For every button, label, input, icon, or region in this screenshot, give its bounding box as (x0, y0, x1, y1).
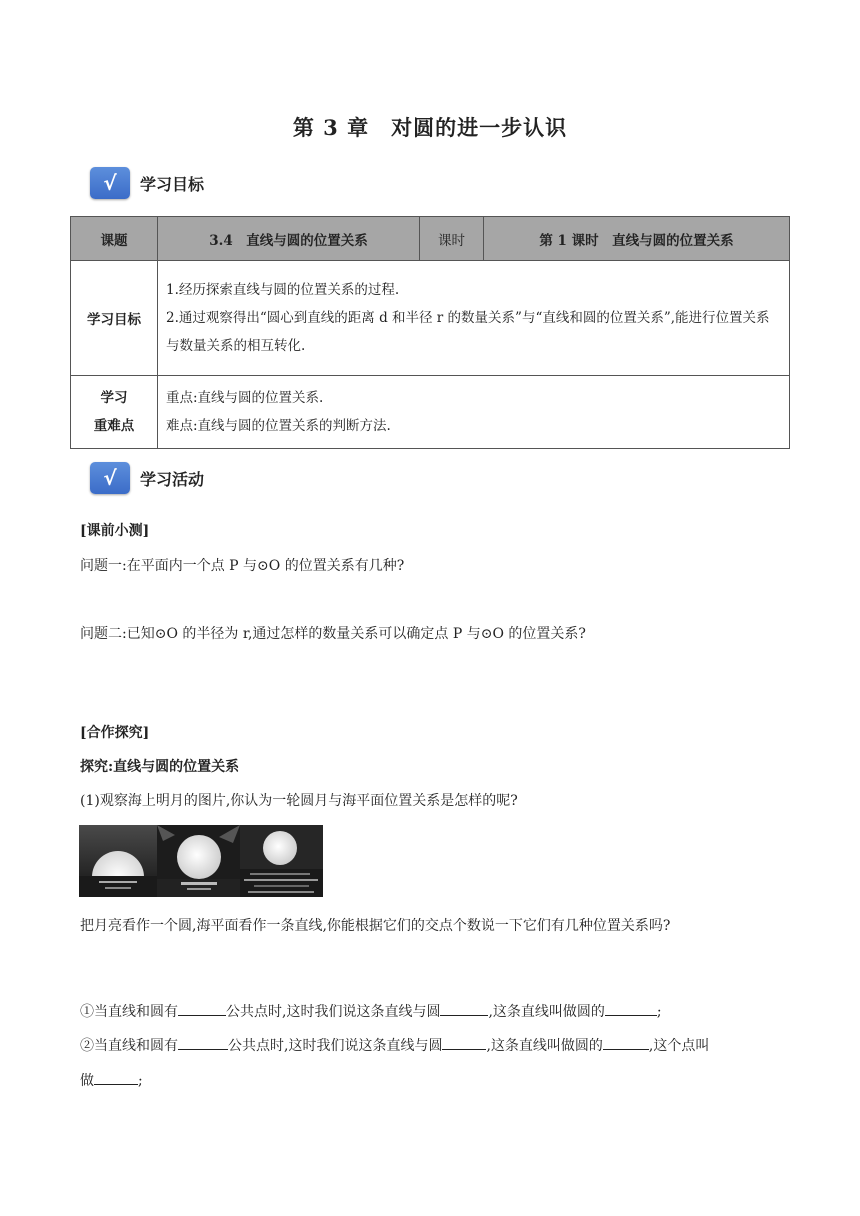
table-row (71, 376, 790, 449)
moon-setting-image (79, 825, 157, 897)
question-1: 问题一:在平面内一个点 P 与⊙O 的位置关系有几种? (80, 558, 405, 574)
topic-value: 3.4 直线与圆的位置关系 (158, 217, 420, 261)
topic-label: 课题 (71, 217, 158, 261)
explore-heading: [合作探究] (80, 725, 150, 741)
fill-text: 公共点时,这时我们说这条直线与圆 (228, 1038, 443, 1054)
fill-in-line-2 (80, 1035, 709, 1055)
fill-text: ,这条直线叫做圆的 (488, 1004, 605, 1020)
keypoints-label-line: 重难点 (93, 418, 135, 434)
moon-sea-image (240, 825, 323, 897)
page-title: 第 3 章 对圆的进一步认识 (292, 115, 568, 140)
explore-paragraph-1: (1)观察海上明月的图片,你认为一轮圆月与海平面位置关系是怎样的呢? (80, 793, 518, 809)
table-row (71, 261, 790, 376)
period-label: 课时 (420, 217, 484, 261)
period-value: 第 1 课时 直线与圆的位置关系 (484, 217, 790, 261)
fill-in-line-3 (80, 1070, 143, 1090)
fill-text: 公共点时,这时我们说这条直线与圆 (226, 1004, 441, 1020)
section-header-goals (90, 166, 204, 200)
answer-blank[interactable] (94, 1070, 138, 1085)
fill-text: ,这条直线叫做圆的 (486, 1038, 603, 1054)
keypoints-content (158, 376, 790, 449)
check-icon: √ (90, 462, 130, 494)
goal-item: 1.经历探索直线与圆的位置关系的过程. (166, 282, 400, 298)
question-2: 问题二:已知⊙O 的半径为 r,通过怎样的数量关系可以确定点 P 与⊙O 的位置关系? (80, 626, 586, 642)
fill-text: ②当直线和圆有 (80, 1038, 178, 1054)
keypoints-label-line: 学习 (100, 390, 128, 406)
fill-text: ①当直线和圆有 (80, 1004, 178, 1020)
keypoints-label (71, 376, 158, 449)
fill-text: ; (138, 1073, 143, 1089)
fill-in-line-1 (80, 1001, 662, 1021)
answer-blank[interactable] (442, 1035, 486, 1050)
fill-text: ; (656, 1004, 662, 1020)
section-label: 学习目标 (140, 174, 205, 194)
moon-leaves-image (157, 825, 240, 897)
fill-text: 做 (80, 1073, 94, 1089)
goal-table (70, 216, 790, 449)
section-header-activity (90, 461, 204, 495)
answer-blank[interactable] (178, 1035, 228, 1050)
check-icon: √ (90, 167, 130, 199)
section-label: 学习活动 (140, 469, 205, 489)
answer-blank[interactable] (178, 1001, 226, 1016)
moon-images (79, 825, 323, 897)
keypoint-item: 难点:直线与圆的位置关系的判断方法. (166, 418, 391, 434)
goal-item: 2.通过观察得出“圆心到直线的距离 d 和半径 r 的数量关系”与“直线和圆的位置关系”,能进行位置关系与数量关系的相互转化. (166, 310, 770, 354)
answer-blank[interactable] (603, 1035, 649, 1050)
answer-blank[interactable] (605, 1001, 657, 1016)
keypoint-item: 重点:直线与圆的位置关系. (166, 390, 324, 406)
answer-blank[interactable] (440, 1001, 488, 1016)
explore-paragraph-2: 把月亮看作一个圆,海平面看作一条直线,你能根据它们的交点个数说一下它们有几种位置关系吗? (80, 918, 671, 934)
fill-text: ,这个点叫 (648, 1038, 710, 1054)
goals-label: 学习目标 (71, 261, 158, 376)
goals-content (158, 261, 790, 376)
explore-subheading: 探究:直线与圆的位置关系 (80, 759, 240, 775)
pretest-heading: [课前小测] (80, 523, 150, 539)
table-header-row (71, 217, 790, 261)
